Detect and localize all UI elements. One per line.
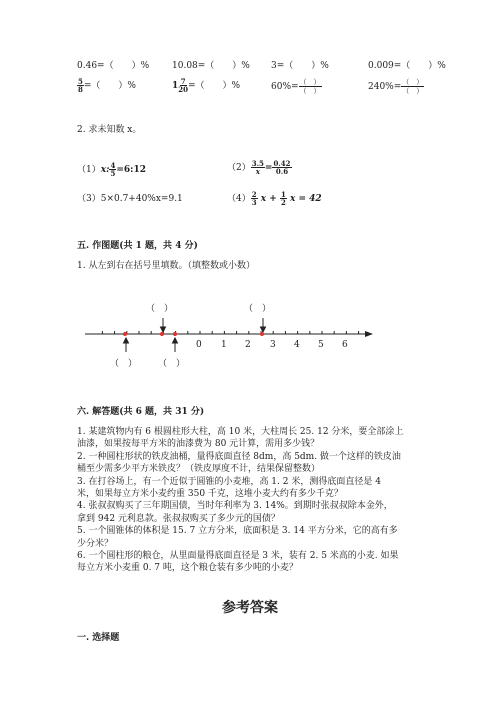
blank-item-7: 60%= $\frac{( )}{( )}$ — [271, 78, 321, 95]
answers-subtitle: 一. 选择题 — [77, 633, 120, 643]
tick-label: 5 — [318, 340, 324, 350]
problem-line: 2. 一种圆柱形状的铁皮油桶，量得底面直径 8dm，高 5dm. 做一个这样的铁皮油 — [77, 451, 401, 462]
problem-line: 每立方米小麦重 0. 7 吨，这个粮仓装有多少吨的小麦？ — [77, 563, 298, 574]
tick-label: 4 — [294, 340, 300, 350]
fraction: $\frac{7}{20}$ — [178, 77, 189, 94]
blank-item-1: 0.46=（ ）% — [77, 61, 150, 71]
blank-fraction: $\frac{( )}{( )}$ — [402, 78, 424, 95]
q2-problem-4: （4） $\frac{2}{3}$ x + $\frac{1}{2}$ x = 42 — [227, 190, 322, 207]
number-line-blank: （ ） — [110, 359, 138, 369]
blank-item-3: 3=（ ）% — [271, 61, 329, 71]
number-line-blank: （ ） — [158, 359, 186, 369]
problem-line: 1. 某建筑物内有 6 根圆柱形大柱，高 10 米，大柱周长 25. 12 分米，要全部涂上 — [77, 427, 404, 437]
section-5-q1: 1. 从左到右在括号里填数。（填整数或小数） — [77, 261, 255, 271]
blank-item-2: 10.08=（ ）% — [172, 61, 250, 71]
tick-label: 2 — [245, 340, 251, 350]
problem-line: 拿到 942 元利息款。张叔叔购买了多少元的国债？ — [77, 513, 280, 524]
problem-line: 4. 张叔叔购买了三年期国债，当时年利率为 3. 14%。到期时张叔叔除本金外， — [77, 501, 393, 512]
problem-line: 少分米？ — [77, 538, 114, 549]
q2-problem-1: （1）x: $\frac{4}{5}$ =6:12 — [77, 161, 146, 178]
tick-label: 1 — [221, 340, 227, 350]
up-arrow-icon — [124, 338, 129, 343]
up-arrow-icon — [173, 338, 178, 343]
tick-label: 3 — [270, 340, 276, 350]
q2-problem-2: （2） $\frac{3.5}{x}$ = $\frac{0.42}{0.6}$ — [227, 159, 291, 176]
problem-line: 6. 一个圆柱形的粮仓，从里面量得底面直径是 3 米，装有 2. 5 米高的小麦. 如果 — [77, 551, 399, 562]
tick-label: 0 — [196, 340, 202, 350]
red-point — [260, 332, 264, 336]
number-line-blank: （ ） — [244, 304, 272, 314]
section-6-problems — [77, 426, 437, 575]
problem-line: 米，如果每立方米小麦约重 350 千克，这堆小麦大约有多少千克？ — [77, 489, 343, 500]
fraction: $\frac{5}{8}$ — [78, 77, 83, 94]
section-5-title: 五. 作图题(共 1 题，共 4 分) — [77, 241, 198, 251]
down-arrow-icon — [161, 327, 166, 332]
problem-line: 5. 一个圆锥体的体积是 15. 7 立方分米，底面积是 3. 14 平方分米，它的高有多 — [77, 526, 398, 537]
number-line-blank: （ ） — [146, 304, 174, 314]
section-6-title: 六. 解答题(共 6 题，共 31 分) — [77, 407, 205, 417]
problem-line: 3. 在打谷场上，有一个近似于圆锥的小麦堆，高 1. 2 米，测得底面直径是 4 — [77, 476, 381, 487]
blank-item-5: $\frac{5}{8}$ =（ ）% — [78, 77, 136, 94]
q2-title: 2. 求未知数 x。 — [77, 125, 142, 135]
problem-line: 桶至少需多少平方米铁皮？（铁皮厚度不计，结果保留整数） — [77, 464, 321, 475]
answers-title: 参考答案 — [222, 600, 278, 616]
blank-fraction: $\frac{( )}{( )}$ — [299, 78, 321, 95]
blank-item-4: 0.009=（ ）% — [368, 61, 446, 71]
blank-item-8: 240%= $\frac{( )}{( )}$ — [368, 78, 424, 95]
red-point — [123, 332, 127, 336]
tick-label: 6 — [342, 340, 348, 350]
red-point — [173, 332, 177, 336]
red-point — [160, 332, 164, 336]
q2-problem-3: （3）5×0.7+40%x=9.1 — [77, 194, 183, 204]
problem-line: 油漆，如果按每平方米的油漆费为 80 元计算，需用多少钱？ — [77, 439, 320, 450]
blank-item-6: 1 $\frac{7}{20}$ =（ ）% — [172, 77, 241, 94]
